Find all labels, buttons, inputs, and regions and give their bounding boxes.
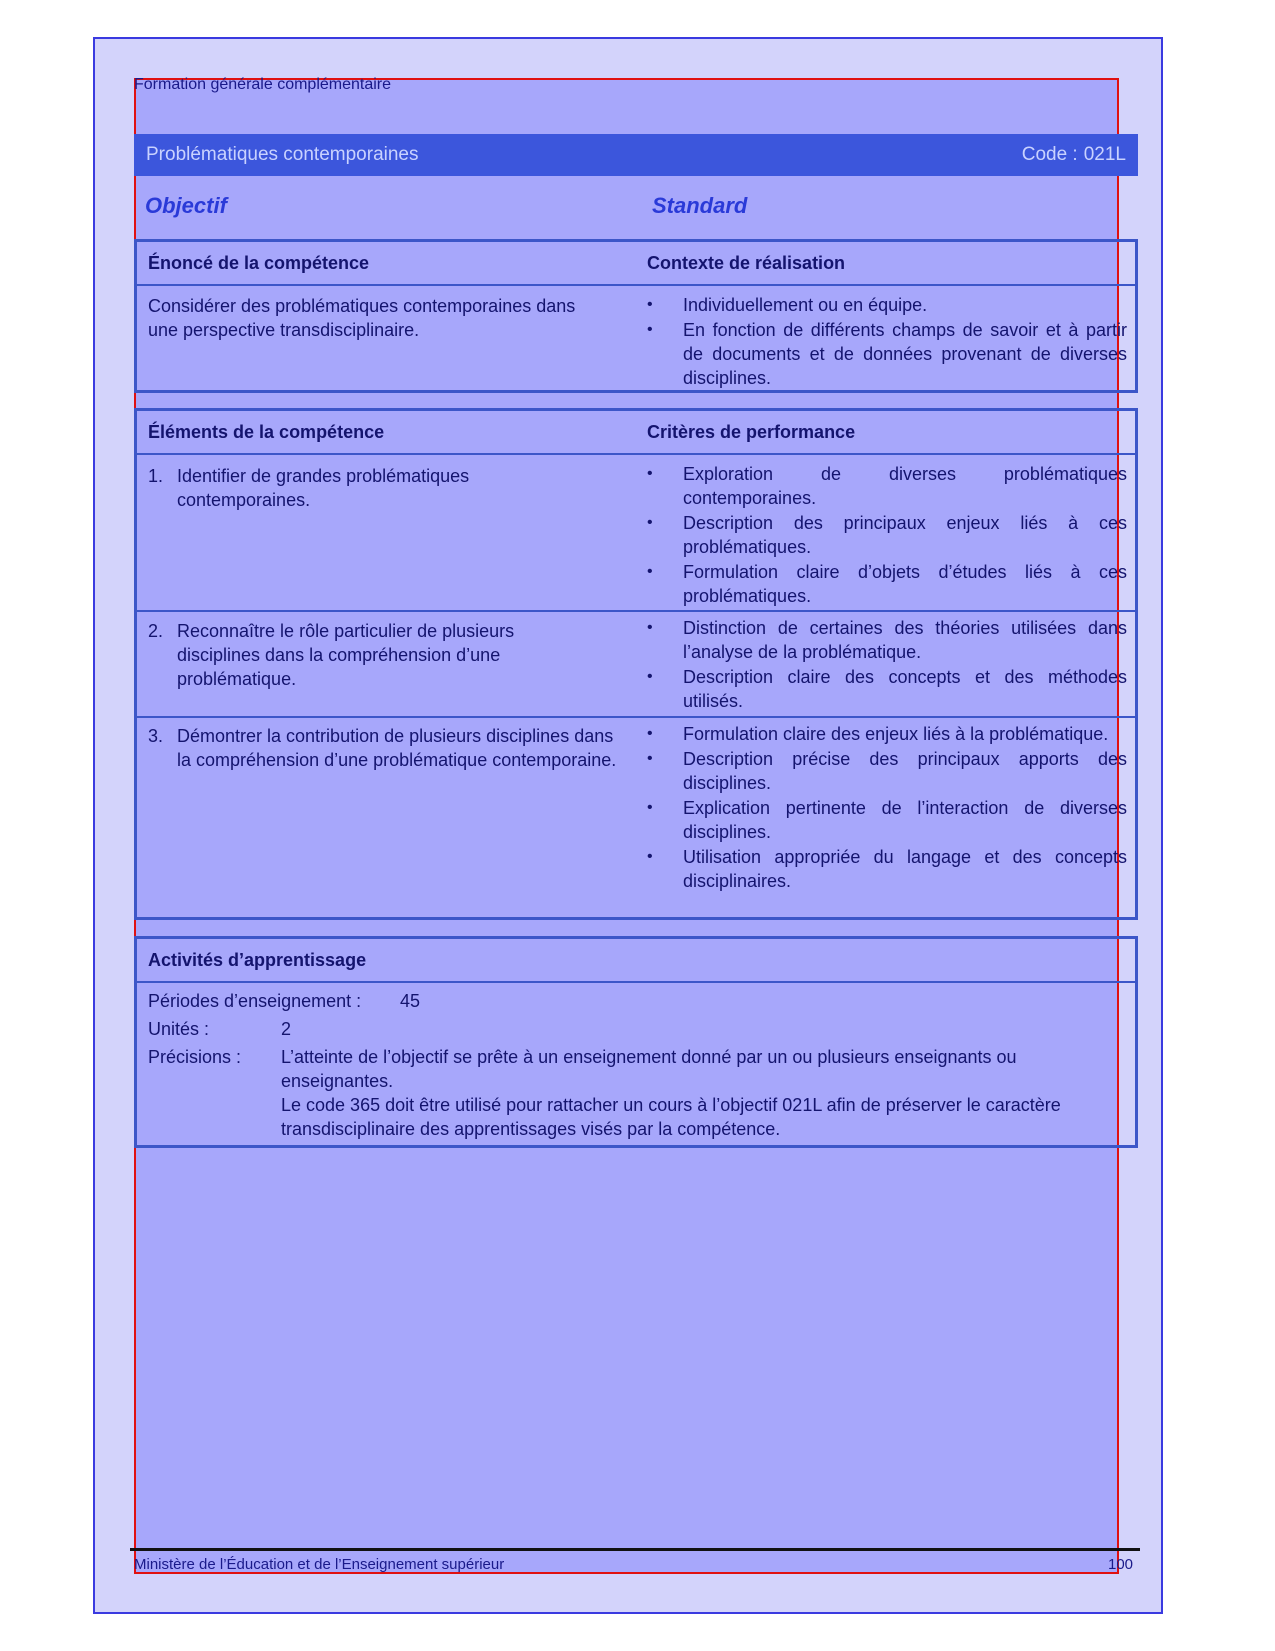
program-header: Formation générale complémentaire (134, 76, 392, 93)
activities-header: Activités d’apprentissage (148, 949, 367, 970)
context-header: Contexte de réalisation (647, 252, 846, 273)
periods-row (148, 989, 1124, 1013)
details-label: Précisions : (148, 1047, 242, 1067)
activities-box-header (137, 939, 1135, 983)
criteria-item: • Utilisation appropriée du langage et des concepts disciplinaires. (647, 845, 1127, 893)
page-number: 100 (1108, 1556, 1134, 1573)
course-title-bar (134, 134, 1138, 176)
activities-box (134, 936, 1138, 1148)
statement-header: Énoncé de la compétence (148, 252, 370, 273)
competence-box-header (137, 242, 1135, 286)
context-list (647, 293, 1127, 391)
periods-label: Périodes d’enseignement : (148, 991, 362, 1011)
element-item-3 (148, 724, 628, 772)
context-item: • En fonction de différents champs de savoir et à partir de documents et de données provenant de diverses disciplines. (647, 318, 1127, 390)
element-number: 1. (148, 466, 164, 486)
footer-rule (130, 1548, 1140, 1551)
course-code-value: 021L (1083, 144, 1126, 165)
elements-header: Éléments de la compétence (148, 421, 385, 442)
competence-box (134, 239, 1138, 393)
element-item-1 (148, 464, 628, 512)
element-number: 3. (148, 726, 164, 746)
criteria-item: • Distinction de certaines des théories utilisées dans l’analyse de la problématique. (647, 616, 1127, 664)
course-title: Problématiques contemporaines (146, 144, 419, 165)
periods-value: 45 (400, 991, 421, 1011)
criteria-item: • Description précise des principaux apports des disciplines. (647, 747, 1127, 795)
criteria-item: • Formulation claire d’objets d’études liés à ces problématiques. (647, 560, 1127, 608)
units-label: Unités : (148, 1019, 210, 1039)
row-divider (137, 716, 1135, 718)
context-item: • Individuellement ou en équipe. (647, 293, 1127, 317)
element-text: Reconnaître le rôle particulier de plusieurs disciplines dans la compréhension d’une problématique. (177, 621, 515, 689)
element-number: 2. (148, 621, 164, 641)
row-divider (137, 610, 1135, 612)
elements-box (134, 408, 1138, 920)
details-text (281, 1045, 1124, 1141)
elements-box-header (137, 411, 1135, 455)
course-code-label: Code : (1021, 144, 1078, 165)
criteria-list-1 (647, 462, 1127, 609)
element-text: Démontrer la contribution de plusieurs disciplines dans la compréhension d’une problématique contemporaine. (177, 726, 617, 770)
criteria-item: • Formulation claire des enjeux liés à la problématique. (647, 722, 1127, 746)
criteria-item: • Description des principaux enjeux liés à ces problématiques. (647, 511, 1127, 559)
footer-ministry: Ministère de l’Éducation et de l’Enseignement supérieur (134, 1556, 505, 1573)
units-value: 2 (281, 1019, 292, 1039)
criteria-item: • Explication pertinente de l’interaction de diverses disciplines. (647, 796, 1127, 844)
details-paragraph: L’atteinte de l’objectif se prête à un enseignement donné par un ou plusieurs enseignants ou enseignantes. (281, 1047, 1017, 1091)
competence-statement: Considérer des problématiques contemporaines dans une perspective transdisciplinaire. (148, 296, 576, 340)
criteria-item: • Description claire des concepts et des méthodes utilisés. (647, 665, 1127, 713)
criteria-header: Critères de performance (647, 421, 856, 442)
criteria-list-2 (647, 616, 1127, 714)
standard-label: Standard (652, 193, 748, 218)
element-text: Identifier de grandes problématiques contemporaines. (177, 466, 470, 510)
course-code (1022, 144, 1126, 166)
criteria-item: • Exploration de diverses problématiques contemporaines. (647, 462, 1127, 510)
activities-body (137, 983, 1135, 1145)
element-item-2 (148, 619, 628, 691)
details-paragraph: Le code 365 doit être utilisé pour rattacher un cours à l’objectif 021L afin de préserver le caractère transdisciplinaire des apprentissages visés par la compétence. (281, 1095, 1061, 1139)
details-row (148, 1045, 1124, 1141)
criteria-list-3 (647, 722, 1127, 894)
objective-label: Objectif (145, 193, 227, 218)
units-row (148, 1017, 1124, 1041)
